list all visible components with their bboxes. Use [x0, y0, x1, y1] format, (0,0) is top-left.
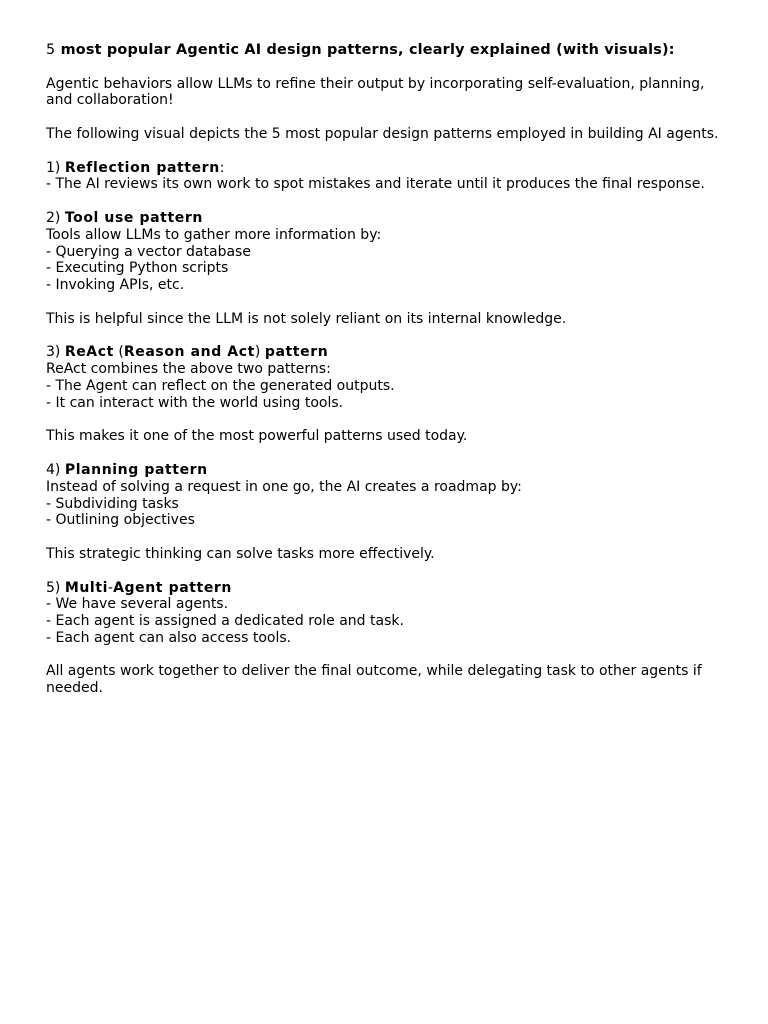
pattern-line: - It can interact with the world using tools. — [46, 394, 344, 411]
pattern-line: - We have several agents. — [46, 596, 229, 613]
pattern-line: - Outlining objectives — [46, 512, 195, 529]
pattern-tool-use — [46, 210, 726, 328]
pattern-heading — [46, 210, 726, 227]
pattern-line: Tools allow LLMs to gather more information by: — [46, 226, 382, 243]
pattern-name-dash: - — [108, 579, 114, 596]
pattern-name-part: pattern — [264, 344, 329, 361]
pattern-heading — [46, 160, 726, 177]
pattern-heading-suffix: : — [219, 159, 225, 176]
pattern-line: Instead of solving a request in one go, the AI creates a roadmap by: — [46, 478, 522, 495]
title-number: 5 — [46, 42, 56, 58]
intro-paragraph-1: Agentic behaviors allow LLMs to refine their output by incorporating self-evaluation, planning, and collaboration! — [46, 75, 705, 109]
pattern-heading — [46, 580, 726, 597]
pattern-number: 5) — [46, 579, 65, 596]
pattern-number: 1) — [46, 159, 65, 176]
pattern-name-part: Reason and Act — [123, 344, 255, 361]
pattern-line: - The AI reviews its own work to spot mistakes and iterate until it produces the final response. — [46, 176, 705, 193]
pattern-line: - Subdividing tasks — [46, 495, 179, 512]
pattern-line: ReAct combines the above two patterns: — [46, 361, 331, 378]
pattern-react — [46, 344, 726, 445]
pattern-line: - Invoking APIs, etc. — [46, 277, 185, 294]
pattern-line: - Querying a vector database — [46, 243, 251, 260]
title-rest: clearly explained (with visuals): — [408, 42, 675, 58]
pattern-heading — [46, 344, 726, 361]
pattern-name-paren: ( — [113, 344, 124, 361]
pattern-multi-agent — [46, 580, 726, 647]
document-body — [46, 42, 726, 697]
pattern-heading — [46, 462, 726, 479]
document-title — [46, 42, 726, 59]
pattern-name: Reflection pattern — [64, 159, 220, 176]
pattern-name-part: ReAct — [64, 344, 114, 361]
pattern-note: This strategic thinking can solve tasks more effectively. — [46, 545, 435, 562]
pattern-planning — [46, 462, 726, 563]
pattern-name-part: Agent pattern — [113, 579, 232, 596]
conclusion-paragraph: All agents work together to deliver the final outcome, while delegating task to other agents if needed. — [46, 663, 702, 697]
pattern-number: 4) — [46, 461, 65, 478]
pattern-number: 2) — [46, 209, 65, 226]
pattern-note: This is helpful since the LLM is not solely reliant on its internal knowledge. — [46, 310, 567, 327]
title-bold: most popular Agentic AI design patterns, — [60, 42, 404, 58]
intro-paragraph-2: The following visual depicts the 5 most popular design patterns employed in building AI agents. — [46, 125, 719, 142]
pattern-name: Planning pattern — [64, 461, 208, 478]
pattern-line: - Executing Python scripts — [46, 260, 229, 277]
pattern-line: - Each agent can also access tools. — [46, 629, 292, 646]
pattern-name-part: Multi — [64, 579, 109, 596]
pattern-name-paren: ) — [254, 344, 265, 361]
pattern-number: 3) — [46, 344, 65, 361]
pattern-name: Tool use pattern — [64, 209, 203, 226]
pattern-line: - Each agent is assigned a dedicated role and task. — [46, 613, 404, 630]
pattern-note: This makes it one of the most powerful patterns used today. — [46, 428, 468, 445]
pattern-line: - The Agent can reflect on the generated outputs. — [46, 377, 395, 394]
pattern-reflection — [46, 160, 726, 194]
